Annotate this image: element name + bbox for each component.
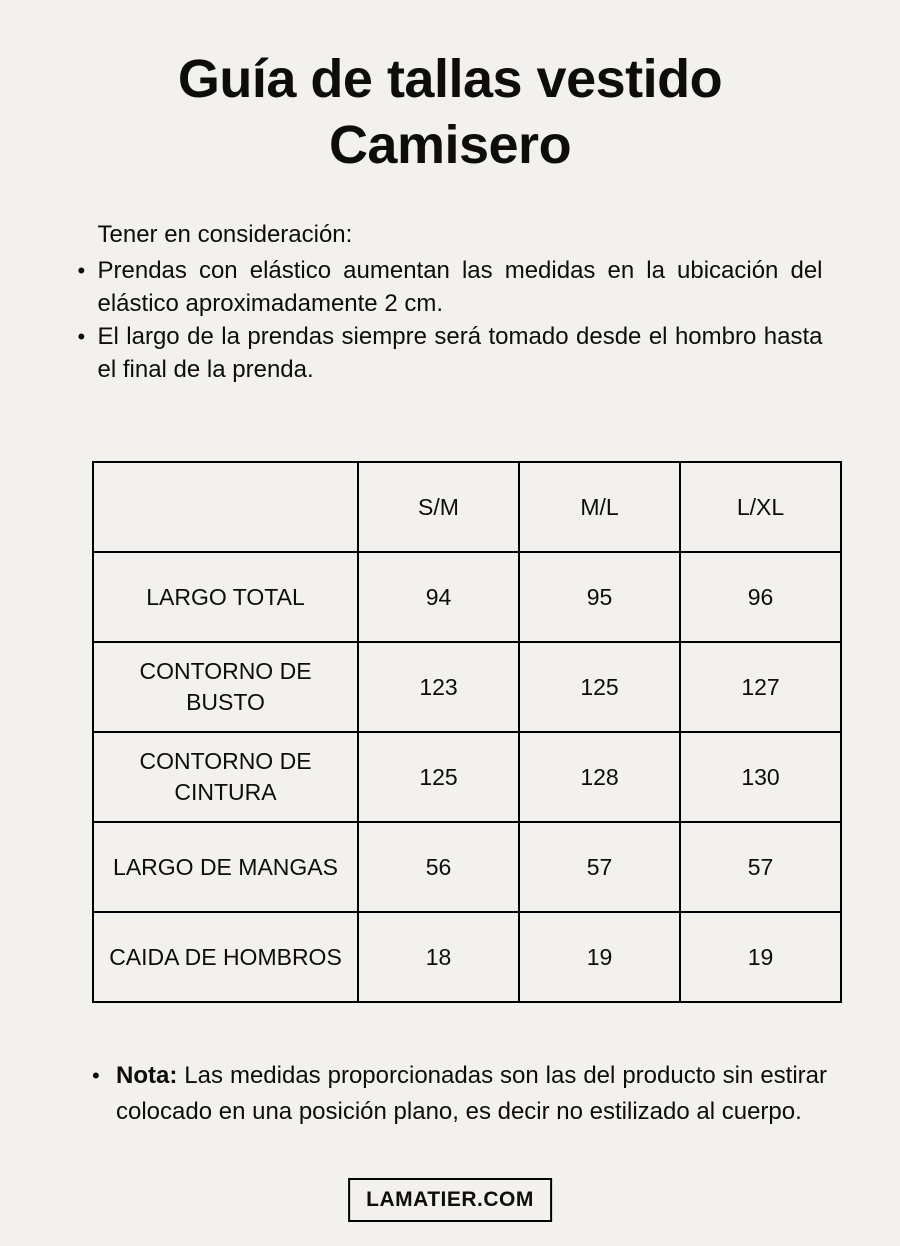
measure-value: 18 (358, 912, 519, 1002)
consideration-text: Prendas con elástico aumentan las medidas en la ubicación del elástico aproximadamente 2 cm. (97, 257, 823, 317)
bullet-icon: • (92, 1063, 100, 1088)
page-title (40, 46, 860, 178)
measure-label: LARGO TOTAL (93, 552, 358, 642)
measure-value: 123 (358, 642, 519, 732)
table-row (93, 822, 841, 912)
brand-badge: LAMATIER.COM (348, 1178, 552, 1222)
size-table-container (92, 461, 840, 1003)
page-title-line-1: Guía de tallas vestido (177, 49, 723, 109)
note-body: Las medidas proporcionadas son las del producto sin estirar colocado en una posición plano, es decir no estilizado al cuerpo. (116, 1062, 827, 1125)
note-section (92, 1058, 827, 1130)
measure-value: 94 (358, 552, 519, 642)
page-title-line-2: Camisero (328, 115, 572, 175)
measure-value: 19 (680, 912, 841, 1002)
measure-value: 57 (519, 822, 680, 912)
measure-label: LARGO DE MANGAS (93, 822, 358, 912)
table-row (93, 912, 841, 1002)
measure-value: 19 (519, 912, 680, 1002)
table-row (93, 642, 841, 732)
size-table (92, 461, 842, 1003)
size-column-header: M/L (519, 462, 680, 552)
measure-value: 128 (519, 732, 680, 822)
table-row (93, 552, 841, 642)
measure-value: 125 (358, 732, 519, 822)
consideration-item (78, 254, 823, 320)
bullet-icon: • (77, 324, 86, 349)
size-column-header: L/XL (680, 462, 841, 552)
size-column-header: S/M (358, 462, 519, 552)
measure-value: 57 (680, 822, 841, 912)
considerations-section (78, 218, 823, 386)
measure-label: CAIDA DE HOMBROS (93, 912, 358, 1002)
measure-value: 95 (519, 552, 680, 642)
size-guide-page (0, 46, 900, 1246)
measure-value: 96 (680, 552, 841, 642)
measure-label: CONTORNO DE BUSTO (93, 642, 358, 732)
measure-value: 125 (519, 642, 680, 732)
size-table-corner-cell (93, 462, 358, 552)
bullet-icon: • (77, 258, 86, 283)
note-text (116, 1058, 827, 1130)
consideration-item (78, 320, 823, 386)
note-label: Nota: (116, 1062, 178, 1089)
consideration-text: El largo de la prendas siempre será tomado desde el hombro hasta el final de la prenda. (97, 323, 823, 383)
table-row (93, 732, 841, 822)
measure-value: 56 (358, 822, 519, 912)
measure-value: 127 (680, 642, 841, 732)
measure-label: CONTORNO DE CINTURA (93, 732, 358, 822)
size-table-header-row (93, 462, 841, 552)
measure-value: 130 (680, 732, 841, 822)
considerations-heading: Tener en consideración: (97, 221, 353, 248)
